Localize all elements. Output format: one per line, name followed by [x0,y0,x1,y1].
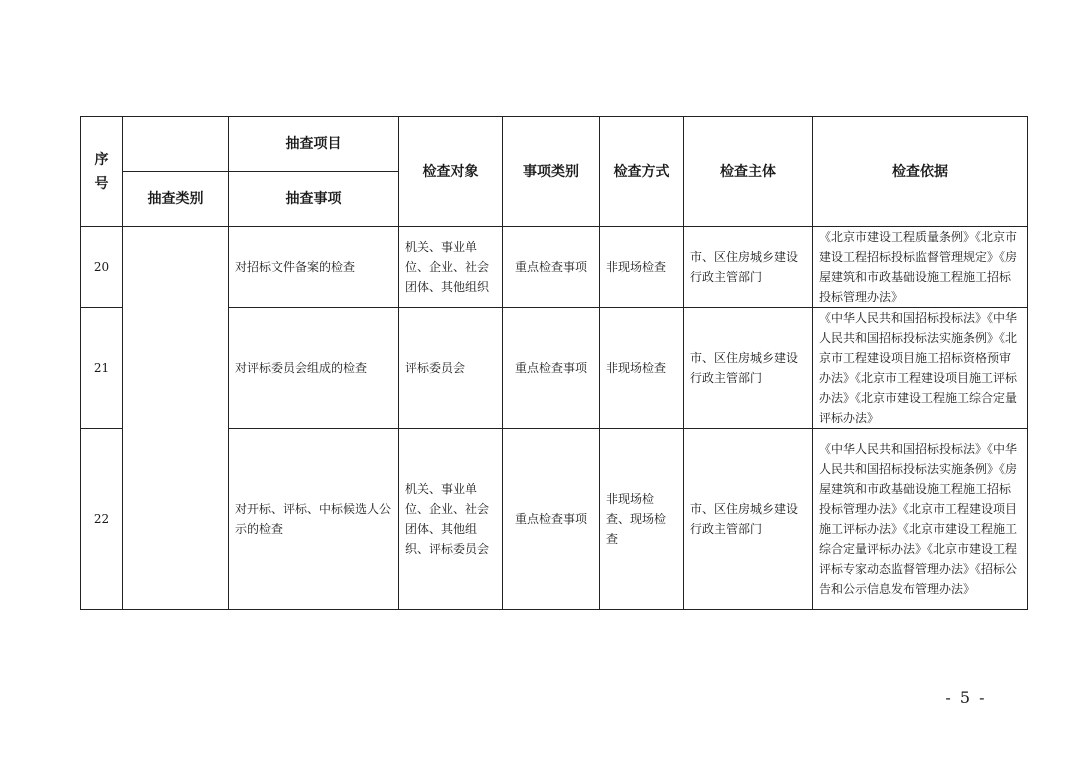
row-object: 机关、事业单位、企业、社会团体、其他组织、评标委员会 [399,429,503,610]
header-row-1 [81,117,1028,172]
header-item: 抽查事项 [229,172,399,227]
row-method: 非现场检查 [600,308,684,429]
row-item: 对评标委员会组成的检查 [229,308,399,429]
header-project-group: 抽查项目 [229,117,399,172]
row-item: 对开标、评标、中标候选人公示的检查 [229,429,399,610]
row-item: 对招标文件备案的检查 [229,227,399,308]
header-category: 抽查类别 [123,172,229,227]
row-number: 21 [81,308,123,429]
category-cell [123,227,229,610]
row-number: 22 [81,429,123,610]
row-method: 非现场检查、现场检查 [600,429,684,610]
inspection-table [80,116,1028,610]
table-row [81,227,1028,308]
header-seq-char-1: 序 [94,151,109,168]
header-seq-char-2: 号 [94,175,109,192]
row-type: 重点检查事项 [503,227,600,308]
header-blank [123,117,229,172]
header-method: 检查方式 [600,117,684,227]
row-basis: 《北京市建设工程质量条例》《北京市建设工程招标投标监督管理规定》《房屋建筑和市政基础设施工程施工招标投标管理办法》 [813,227,1028,308]
row-object: 机关、事业单位、企业、社会团体、其他组织 [399,227,503,308]
page-number: - 5 - [945,688,987,707]
header-object: 检查对象 [399,117,503,227]
header-subject: 检查主体 [684,117,813,227]
row-subject: 市、区住房城乡建设行政主管部门 [684,429,813,610]
row-subject: 市、区住房城乡建设行政主管部门 [684,308,813,429]
header-type: 事项类别 [503,117,600,227]
row-number: 20 [81,227,123,308]
row-type: 重点检查事项 [503,308,600,429]
header-basis: 检查依据 [813,117,1028,227]
row-type: 重点检查事项 [503,429,600,610]
row-method: 非现场检查 [600,227,684,308]
row-subject: 市、区住房城乡建设行政主管部门 [684,227,813,308]
header-seq [81,117,123,227]
row-basis: 《中华人民共和国招标投标法》《中华人民共和国招标投标法实施条例》《北京市工程建设项目施工招标资格预审办法》《北京市工程建设项目施工评标办法》《北京市建设工程施工综合定量评标办法》 [813,308,1028,429]
row-object: 评标委员会 [399,308,503,429]
row-basis: 《中华人民共和国招标投标法》《中华人民共和国招标投标法实施条例》《房屋建筑和市政基础设施工程施工招标投标管理办法》《北京市工程建设项目施工评标办法》《北京市建设工程施工综合定量评标办法》《北京市建设工程评标专家动态监督管理办法》《招标公告和公示信息发布管理办法》 [813,429,1028,610]
